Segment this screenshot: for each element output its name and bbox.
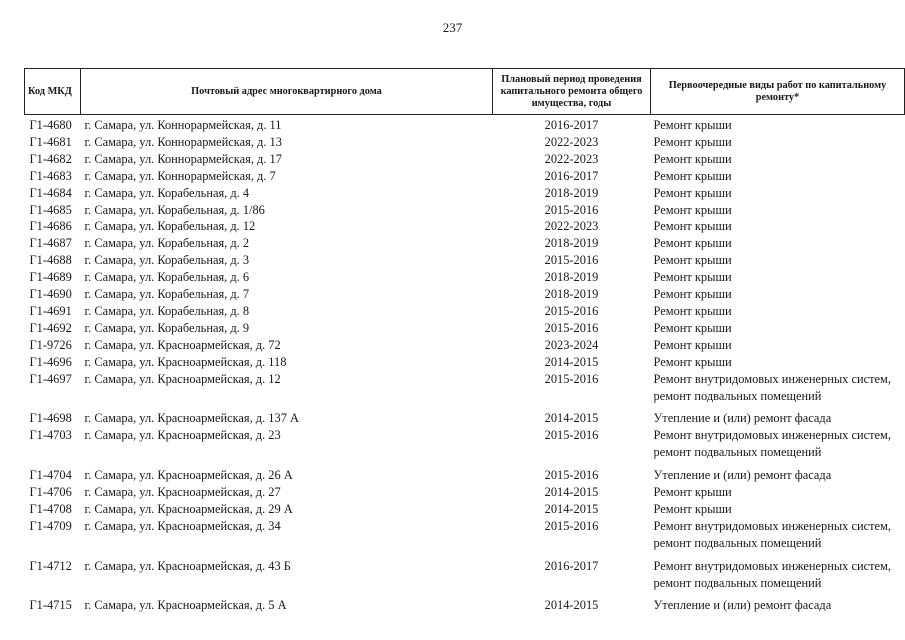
cell-address: г. Самара, ул. Корабельная, д. 6 <box>84 270 250 285</box>
works-line: Ремонт крыши <box>653 485 732 500</box>
cell-period: 2015-2016 <box>544 202 599 217</box>
cell-period: 2015-2016 <box>544 253 599 268</box>
header-works: Первоочередные виды работ по капитальному ремонту* <box>651 69 905 115</box>
cell-period: 2015-2016 <box>544 371 599 386</box>
table-row <box>25 518 905 552</box>
cell-works <box>651 134 905 151</box>
cell-address: г. Самара, ул. Красноармейская, д. 12 <box>84 371 281 386</box>
cell-address: г. Самара, ул. Красноармейская, д. 26 А <box>84 468 293 483</box>
cell-address: г. Самара, ул. Красноармейская, д. 43 Б <box>84 558 291 573</box>
works-line: Ремонт крыши <box>653 253 732 268</box>
cell-period: 2015-2016 <box>544 468 599 483</box>
cell-address: г. Самара, ул. Корабельная, д. 8 <box>84 303 250 318</box>
cell-address: г. Самара, ул. Красноармейская, д. 27 <box>84 485 281 500</box>
cell-works <box>651 427 905 461</box>
works-line: Ремонт крыши <box>653 168 732 183</box>
table-row <box>25 269 905 286</box>
cell-works <box>651 320 905 337</box>
cell-period: 2022-2023 <box>544 134 599 149</box>
cell-period: 2015-2016 <box>544 428 599 443</box>
cell-code: Г1-4708 <box>29 501 72 516</box>
cell-works <box>651 151 905 168</box>
cell-address: г. Самара, ул. Корабельная, д. 1/86 <box>84 202 265 217</box>
cell-code: Г1-9726 <box>29 337 72 352</box>
works-line: Ремонт крыши <box>653 320 732 335</box>
cell-address: г. Самара, ул. Корабельная, д. 2 <box>84 236 250 251</box>
cell-works <box>651 501 905 518</box>
table-row <box>25 337 905 354</box>
repair-table <box>24 68 905 614</box>
cell-period: 2018-2019 <box>544 236 599 251</box>
works-line: Ремонт внутридомовых инженерных систем, <box>653 428 891 443</box>
table-row <box>25 115 905 134</box>
cell-works <box>651 484 905 501</box>
cell-code: Г1-4685 <box>29 202 72 217</box>
cell-period: 2015-2016 <box>544 303 599 318</box>
cell-works <box>651 597 905 614</box>
cell-code: Г1-4689 <box>29 270 72 285</box>
table-row <box>25 151 905 168</box>
cell-code: Г1-4691 <box>29 303 72 318</box>
cell-works <box>651 286 905 303</box>
cell-period: 2016-2017 <box>544 168 599 183</box>
table-row <box>25 218 905 235</box>
table-body <box>25 115 905 615</box>
cell-code: Г1-4686 <box>29 219 72 234</box>
works-line: ремонт подвальных помещений <box>653 535 822 550</box>
header-code: Код МКД <box>25 69 81 115</box>
cell-period: 2018-2019 <box>544 185 599 200</box>
cell-period: 2014-2015 <box>544 485 599 500</box>
works-line: Ремонт внутридомовых инженерных систем, <box>653 558 891 573</box>
works-line: Ремонт крыши <box>653 270 732 285</box>
cell-code: Г1-4715 <box>29 598 72 613</box>
cell-address: г. Самара, ул. Корабельная, д. 9 <box>84 320 250 335</box>
cell-address: г. Самара, ул. Красноармейская, д. 34 <box>84 518 281 533</box>
repair-register <box>24 68 904 614</box>
cell-period: 2014-2015 <box>544 411 599 426</box>
cell-period: 2015-2016 <box>544 518 599 533</box>
cell-period: 2022-2023 <box>544 151 599 166</box>
cell-works <box>651 354 905 371</box>
cell-address: г. Самара, ул. Коннорармейская, д. 13 <box>84 134 282 149</box>
cell-code: Г1-4703 <box>29 428 72 443</box>
works-line: ремонт подвальных помещений <box>653 388 822 403</box>
cell-works <box>651 269 905 286</box>
cell-works <box>651 235 905 252</box>
table-row <box>25 354 905 371</box>
cell-works <box>651 218 905 235</box>
table-row <box>25 202 905 219</box>
cell-code: Г1-4698 <box>29 411 72 426</box>
cell-period: 2014-2015 <box>544 598 599 613</box>
cell-address: г. Самара, ул. Корабельная, д. 4 <box>84 185 250 200</box>
cell-address: г. Самара, ул. Корабельная, д. 3 <box>84 253 250 268</box>
cell-code: Г1-4692 <box>29 320 72 335</box>
cell-works <box>651 410 905 427</box>
cell-code: Г1-4709 <box>29 518 72 533</box>
cell-code: Г1-4680 <box>29 118 72 132</box>
cell-code: Г1-4706 <box>29 485 72 500</box>
cell-code: Г1-4697 <box>29 371 72 386</box>
table-row <box>25 286 905 303</box>
table-row <box>25 371 905 405</box>
works-line: Ремонт крыши <box>653 151 732 166</box>
cell-period: 2016-2017 <box>544 558 599 573</box>
cell-code: Г1-4684 <box>29 185 72 200</box>
works-line: Утепление и (или) ремонт фасада <box>653 411 832 426</box>
cell-works <box>651 202 905 219</box>
cell-code: Г1-4683 <box>29 168 72 183</box>
cell-works <box>651 252 905 269</box>
cell-code: Г1-4712 <box>29 558 72 573</box>
table-row <box>25 410 905 427</box>
cell-works <box>651 518 905 552</box>
works-line: ремонт подвальных помещений <box>653 575 822 590</box>
works-line: Ремонт крыши <box>653 236 732 251</box>
works-line: Ремонт крыши <box>653 202 732 217</box>
works-line: Ремонт крыши <box>653 219 732 234</box>
cell-works <box>651 337 905 354</box>
table-row <box>25 252 905 269</box>
cell-code: Г1-4687 <box>29 236 72 251</box>
table-row <box>25 427 905 461</box>
header-period: Плановый период проведения капитального ремонта общего имущества, годы <box>493 69 651 115</box>
cell-period: 2015-2016 <box>544 320 599 335</box>
works-line: Ремонт крыши <box>653 118 732 132</box>
works-line: Ремонт крыши <box>653 303 732 318</box>
cell-code: Г1-4696 <box>29 354 72 369</box>
cell-address: г. Самара, ул. Коннорармейская, д. 7 <box>84 168 276 183</box>
works-line: Утепление и (или) ремонт фасада <box>653 598 832 613</box>
cell-period: 2014-2015 <box>544 354 599 369</box>
table-row <box>25 303 905 320</box>
cell-address: г. Самара, ул. Красноармейская, д. 29 А <box>84 501 293 516</box>
table-row <box>25 168 905 185</box>
table-row <box>25 501 905 518</box>
works-line: Утепление и (или) ремонт фасада <box>653 468 832 483</box>
cell-code: Г1-4690 <box>29 287 72 302</box>
works-line: Ремонт крыши <box>653 337 732 352</box>
table-row <box>25 467 905 484</box>
cell-code: Г1-4704 <box>29 468 72 483</box>
table-row <box>25 558 905 592</box>
cell-code: Г1-4688 <box>29 253 72 268</box>
cell-address: г. Самара, ул. Коннорармейская, д. 11 <box>84 118 282 132</box>
cell-period: 2014-2015 <box>544 501 599 516</box>
works-line: Ремонт крыши <box>653 134 732 149</box>
works-line: Ремонт крыши <box>653 287 732 302</box>
cell-address: г. Самара, ул. Красноармейская, д. 118 <box>84 354 287 369</box>
cell-period: 2018-2019 <box>544 270 599 285</box>
works-line: Ремонт внутридомовых инженерных систем, <box>653 518 891 533</box>
table-row <box>25 484 905 501</box>
cell-address: г. Самара, ул. Красноармейская, д. 72 <box>84 337 281 352</box>
page-number: 237 <box>442 20 463 35</box>
cell-address: г. Самара, ул. Красноармейская, д. 137 А <box>84 411 299 426</box>
cell-works <box>651 168 905 185</box>
cell-address: г. Самара, ул. Красноармейская, д. 5 А <box>84 598 287 613</box>
table-row <box>25 134 905 151</box>
cell-code: Г1-4681 <box>29 134 72 149</box>
cell-address: г. Самара, ул. Коннорармейская, д. 17 <box>84 151 282 166</box>
cell-works <box>651 467 905 484</box>
cell-period: 2023-2024 <box>544 337 599 352</box>
table-header <box>25 69 905 115</box>
cell-period: 2022-2023 <box>544 219 599 234</box>
table-row <box>25 185 905 202</box>
cell-works <box>651 371 905 405</box>
cell-works <box>651 558 905 592</box>
cell-code: Г1-4682 <box>29 151 72 166</box>
cell-address: г. Самара, ул. Красноармейская, д. 23 <box>84 428 281 443</box>
cell-address: г. Самара, ул. Корабельная, д. 7 <box>84 287 250 302</box>
table-row <box>25 235 905 252</box>
cell-works <box>651 185 905 202</box>
table-row <box>25 320 905 337</box>
works-line: Ремонт крыши <box>653 354 732 369</box>
works-line: ремонт подвальных помещений <box>653 445 822 460</box>
cell-period: 2018-2019 <box>544 287 599 302</box>
works-line: Ремонт внутридомовых инженерных систем, <box>653 371 891 386</box>
works-line: Ремонт крыши <box>653 501 732 516</box>
cell-period: 2016-2017 <box>544 118 599 132</box>
works-line: Ремонт крыши <box>653 185 732 200</box>
table-row <box>25 597 905 614</box>
header-address: Почтовый адрес многоквартирного дома <box>81 69 493 115</box>
cell-address: г. Самара, ул. Корабельная, д. 12 <box>84 219 256 234</box>
cell-works <box>651 115 905 134</box>
cell-works <box>651 303 905 320</box>
